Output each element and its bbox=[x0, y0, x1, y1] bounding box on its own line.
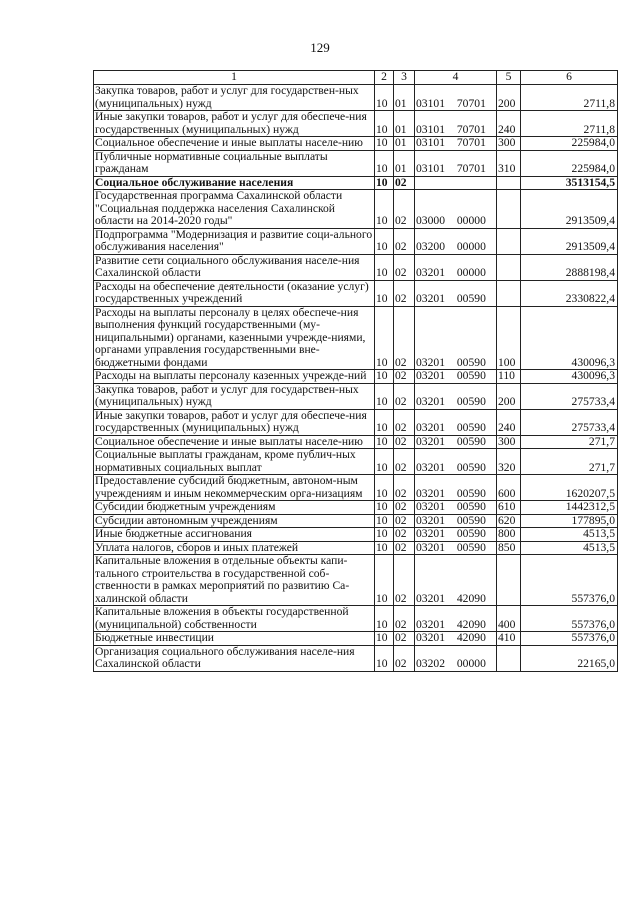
cell-section: 10 bbox=[375, 370, 394, 384]
cell-subsection: 02 bbox=[394, 409, 415, 435]
cell-section: 10 bbox=[375, 137, 394, 151]
cell-amount: 271,7 bbox=[521, 449, 618, 475]
table-row bbox=[94, 501, 618, 515]
cell-expense-type: 620 bbox=[497, 514, 521, 528]
cell-section: 10 bbox=[375, 514, 394, 528]
cell-section: 10 bbox=[375, 645, 394, 671]
cell-expense-type: 800 bbox=[497, 528, 521, 542]
cell-target-article: 03201 00590 bbox=[415, 435, 497, 449]
cell-target-article: 03201 42090 bbox=[415, 606, 497, 632]
cell-name: Публичные нормативные социальные выплаты гражданам bbox=[94, 150, 375, 176]
table-row bbox=[94, 190, 618, 229]
cell-target-article bbox=[415, 176, 497, 190]
cell-name: Расходы на выплаты персоналу в целях обеспече-ния выполнения функций государственными (му-ниципальными) органами, казенными учрежде-ниями, органами управления государственными вне-бюджетными фондами bbox=[94, 306, 375, 370]
cell-subsection: 02 bbox=[394, 435, 415, 449]
cell-section: 10 bbox=[375, 150, 394, 176]
cell-name: Иные закупки товаров, работ и услуг для обеспече-ния государственных (муниципальных) нужд bbox=[94, 409, 375, 435]
cell-subsection: 02 bbox=[394, 475, 415, 501]
table-body bbox=[94, 85, 618, 672]
cell-name: Развитие сети социального обслуживания населе-ния Сахалинской области bbox=[94, 254, 375, 280]
cell-expense-type: 320 bbox=[497, 449, 521, 475]
cell-target-article: 03201 00590 bbox=[415, 449, 497, 475]
cell-name: Социальное обеспечение и иные выплаты населе-нию bbox=[94, 435, 375, 449]
cell-target-article: 03101 70701 bbox=[415, 137, 497, 151]
cell-section: 10 bbox=[375, 449, 394, 475]
column-header-amount: 6 bbox=[521, 71, 618, 85]
cell-expense-type bbox=[497, 254, 521, 280]
cell-name: Бюджетные инвестиции bbox=[94, 632, 375, 646]
cell-name: Социальное обслуживание населения bbox=[94, 176, 375, 190]
cell-section: 10 bbox=[375, 541, 394, 555]
cell-amount: 430096,3 bbox=[521, 306, 618, 370]
cell-amount: 557376,0 bbox=[521, 555, 618, 606]
cell-amount: 275733,4 bbox=[521, 409, 618, 435]
cell-subsection: 02 bbox=[394, 645, 415, 671]
cell-subsection: 02 bbox=[394, 449, 415, 475]
table-row bbox=[94, 150, 618, 176]
cell-name: Субсидии бюджетным учреждениям bbox=[94, 501, 375, 515]
cell-section: 10 bbox=[375, 228, 394, 254]
cell-name: Субсидии автономным учреждениям bbox=[94, 514, 375, 528]
cell-expense-type bbox=[497, 190, 521, 229]
column-header-target-article: 4 bbox=[415, 71, 497, 85]
cell-name: Предоставление субсидий бюджетным, автоном-ным учреждениям и иным некоммерческим орга-низациям bbox=[94, 475, 375, 501]
cell-section: 10 bbox=[375, 176, 394, 190]
cell-name: Социальное обеспечение и иные выплаты населе-нию bbox=[94, 137, 375, 151]
cell-expense-type: 850 bbox=[497, 541, 521, 555]
cell-name: Социальные выплаты гражданам, кроме публич-ных нормативных социальных выплат bbox=[94, 449, 375, 475]
cell-name: Государственная программа Сахалинской области "Социальная поддержка населения Сахалинской области на 2014-2020 годы" bbox=[94, 190, 375, 229]
cell-target-article: 03201 42090 bbox=[415, 555, 497, 606]
cell-target-article: 03201 00590 bbox=[415, 475, 497, 501]
table-row bbox=[94, 528, 618, 542]
cell-amount: 2888198,4 bbox=[521, 254, 618, 280]
table-row bbox=[94, 306, 618, 370]
cell-target-article: 03101 70701 bbox=[415, 85, 497, 111]
cell-amount: 4513,5 bbox=[521, 528, 618, 542]
column-header-expense-type: 5 bbox=[497, 71, 521, 85]
cell-name: Закупка товаров, работ и услуг для государствен-ных (муниципальных) нужд bbox=[94, 383, 375, 409]
cell-subsection: 02 bbox=[394, 541, 415, 555]
page-number: 129 bbox=[310, 40, 330, 55]
cell-name: Расходы на обеспечение деятельности (оказание услуг) государственных учреждений bbox=[94, 280, 375, 306]
cell-target-article: 03201 00590 bbox=[415, 306, 497, 370]
column-header-name: 1 bbox=[94, 71, 375, 85]
cell-name: Иные закупки товаров, работ и услуг для обеспече-ния государственных (муниципальных) нужд bbox=[94, 111, 375, 137]
cell-amount: 557376,0 bbox=[521, 632, 618, 646]
cell-subsection: 01 bbox=[394, 85, 415, 111]
table-row bbox=[94, 280, 618, 306]
table-row bbox=[94, 541, 618, 555]
cell-target-article: 03201 42090 bbox=[415, 632, 497, 646]
cell-amount: 2913509,4 bbox=[521, 228, 618, 254]
cell-expense-type bbox=[497, 280, 521, 306]
cell-section: 10 bbox=[375, 280, 394, 306]
cell-expense-type: 100 bbox=[497, 306, 521, 370]
cell-section: 10 bbox=[375, 306, 394, 370]
cell-expense-type: 200 bbox=[497, 383, 521, 409]
header-row bbox=[94, 71, 618, 85]
cell-target-article: 03101 70701 bbox=[415, 111, 497, 137]
column-header-section: 2 bbox=[375, 71, 394, 85]
cell-expense-type: 610 bbox=[497, 501, 521, 515]
cell-amount: 2711,8 bbox=[521, 85, 618, 111]
cell-expense-type: 200 bbox=[497, 85, 521, 111]
cell-expense-type: 300 bbox=[497, 137, 521, 151]
cell-section: 10 bbox=[375, 409, 394, 435]
cell-target-article: 03201 00590 bbox=[415, 514, 497, 528]
cell-expense-type: 400 bbox=[497, 606, 521, 632]
cell-subsection: 01 bbox=[394, 111, 415, 137]
cell-section: 10 bbox=[375, 632, 394, 646]
cell-subsection: 02 bbox=[394, 228, 415, 254]
cell-name: Закупка товаров, работ и услуг для государствен-ных (муниципальных) нужд bbox=[94, 85, 375, 111]
cell-section: 10 bbox=[375, 111, 394, 137]
table-row bbox=[94, 475, 618, 501]
cell-subsection: 02 bbox=[394, 632, 415, 646]
cell-expense-type: 300 bbox=[497, 435, 521, 449]
cell-name: Иные бюджетные ассигнования bbox=[94, 528, 375, 542]
cell-target-article: 03201 00590 bbox=[415, 383, 497, 409]
cell-name: Капитальные вложения в отдельные объекты капи-тального строительства в государственной соб-ственности в рамках мероприятий по развитию Са-халинской области bbox=[94, 555, 375, 606]
cell-section: 10 bbox=[375, 190, 394, 229]
cell-amount: 2711,8 bbox=[521, 111, 618, 137]
budget-table bbox=[93, 70, 618, 672]
table-row bbox=[94, 449, 618, 475]
cell-amount: 430096,3 bbox=[521, 370, 618, 384]
cell-name: Подпрограмма "Модернизация и развитие соци-ального обслуживания населения" bbox=[94, 228, 375, 254]
cell-expense-type: 600 bbox=[497, 475, 521, 501]
cell-section: 10 bbox=[375, 435, 394, 449]
cell-target-article: 03201 00590 bbox=[415, 370, 497, 384]
cell-expense-type bbox=[497, 176, 521, 190]
cell-subsection: 02 bbox=[394, 555, 415, 606]
table-row bbox=[94, 137, 618, 151]
cell-section: 10 bbox=[375, 475, 394, 501]
cell-target-article: 03000 00000 bbox=[415, 190, 497, 229]
table-row bbox=[94, 514, 618, 528]
cell-target-article: 03101 70701 bbox=[415, 150, 497, 176]
cell-subsection: 02 bbox=[394, 280, 415, 306]
table-row bbox=[94, 254, 618, 280]
cell-subsection: 02 bbox=[394, 528, 415, 542]
cell-section: 10 bbox=[375, 555, 394, 606]
cell-name: Капитальные вложения в объекты государственной (муниципальной) собственности bbox=[94, 606, 375, 632]
cell-section: 10 bbox=[375, 606, 394, 632]
cell-target-article: 03200 00000 bbox=[415, 228, 497, 254]
cell-amount: 4513,5 bbox=[521, 541, 618, 555]
cell-amount: 3513154,5 bbox=[521, 176, 618, 190]
cell-target-article: 03201 00000 bbox=[415, 254, 497, 280]
cell-name: Уплата налогов, сборов и иных платежей bbox=[94, 541, 375, 555]
cell-target-article: 03201 00590 bbox=[415, 528, 497, 542]
cell-name: Расходы на выплаты персоналу казенных учрежде-ний bbox=[94, 370, 375, 384]
cell-amount: 177895,0 bbox=[521, 514, 618, 528]
cell-amount: 22165,0 bbox=[521, 645, 618, 671]
cell-amount: 271,7 bbox=[521, 435, 618, 449]
cell-amount: 557376,0 bbox=[521, 606, 618, 632]
table-row bbox=[94, 435, 618, 449]
table-row bbox=[94, 409, 618, 435]
cell-amount: 275733,4 bbox=[521, 383, 618, 409]
column-header-subsection: 3 bbox=[394, 71, 415, 85]
table-row bbox=[94, 383, 618, 409]
table-row bbox=[94, 111, 618, 137]
cell-expense-type: 240 bbox=[497, 409, 521, 435]
cell-subsection: 01 bbox=[394, 150, 415, 176]
table-row bbox=[94, 370, 618, 384]
cell-subsection: 02 bbox=[394, 606, 415, 632]
cell-amount: 2913509,4 bbox=[521, 190, 618, 229]
cell-subsection: 01 bbox=[394, 137, 415, 151]
cell-amount: 1620207,5 bbox=[521, 475, 618, 501]
cell-expense-type: 410 bbox=[497, 632, 521, 646]
cell-subsection: 02 bbox=[394, 176, 415, 190]
cell-amount: 225984,0 bbox=[521, 137, 618, 151]
cell-section: 10 bbox=[375, 528, 394, 542]
cell-target-article: 03201 00590 bbox=[415, 409, 497, 435]
cell-expense-type: 110 bbox=[497, 370, 521, 384]
cell-expense-type: 240 bbox=[497, 111, 521, 137]
cell-target-article: 03201 00590 bbox=[415, 501, 497, 515]
table-row bbox=[94, 176, 618, 190]
table-row bbox=[94, 555, 618, 606]
cell-subsection: 02 bbox=[394, 383, 415, 409]
table-row bbox=[94, 645, 618, 671]
cell-expense-type bbox=[497, 228, 521, 254]
cell-expense-type bbox=[497, 555, 521, 606]
table-row bbox=[94, 632, 618, 646]
cell-subsection: 02 bbox=[394, 254, 415, 280]
cell-subsection: 02 bbox=[394, 501, 415, 515]
cell-subsection: 02 bbox=[394, 306, 415, 370]
table-row bbox=[94, 606, 618, 632]
cell-target-article: 03201 00590 bbox=[415, 280, 497, 306]
cell-subsection: 02 bbox=[394, 370, 415, 384]
cell-section: 10 bbox=[375, 254, 394, 280]
cell-amount: 225984,0 bbox=[521, 150, 618, 176]
cell-amount: 2330822,4 bbox=[521, 280, 618, 306]
cell-name: Организация социального обслуживания населе-ния Сахалинской области bbox=[94, 645, 375, 671]
cell-amount: 1442312,5 bbox=[521, 501, 618, 515]
cell-expense-type bbox=[497, 645, 521, 671]
cell-subsection: 02 bbox=[394, 190, 415, 229]
cell-section: 10 bbox=[375, 85, 394, 111]
cell-section: 10 bbox=[375, 383, 394, 409]
table-row bbox=[94, 85, 618, 111]
cell-section: 10 bbox=[375, 501, 394, 515]
cell-subsection: 02 bbox=[394, 514, 415, 528]
cell-target-article: 03202 00000 bbox=[415, 645, 497, 671]
table-row bbox=[94, 228, 618, 254]
cell-target-article: 03201 00590 bbox=[415, 541, 497, 555]
cell-expense-type: 310 bbox=[497, 150, 521, 176]
